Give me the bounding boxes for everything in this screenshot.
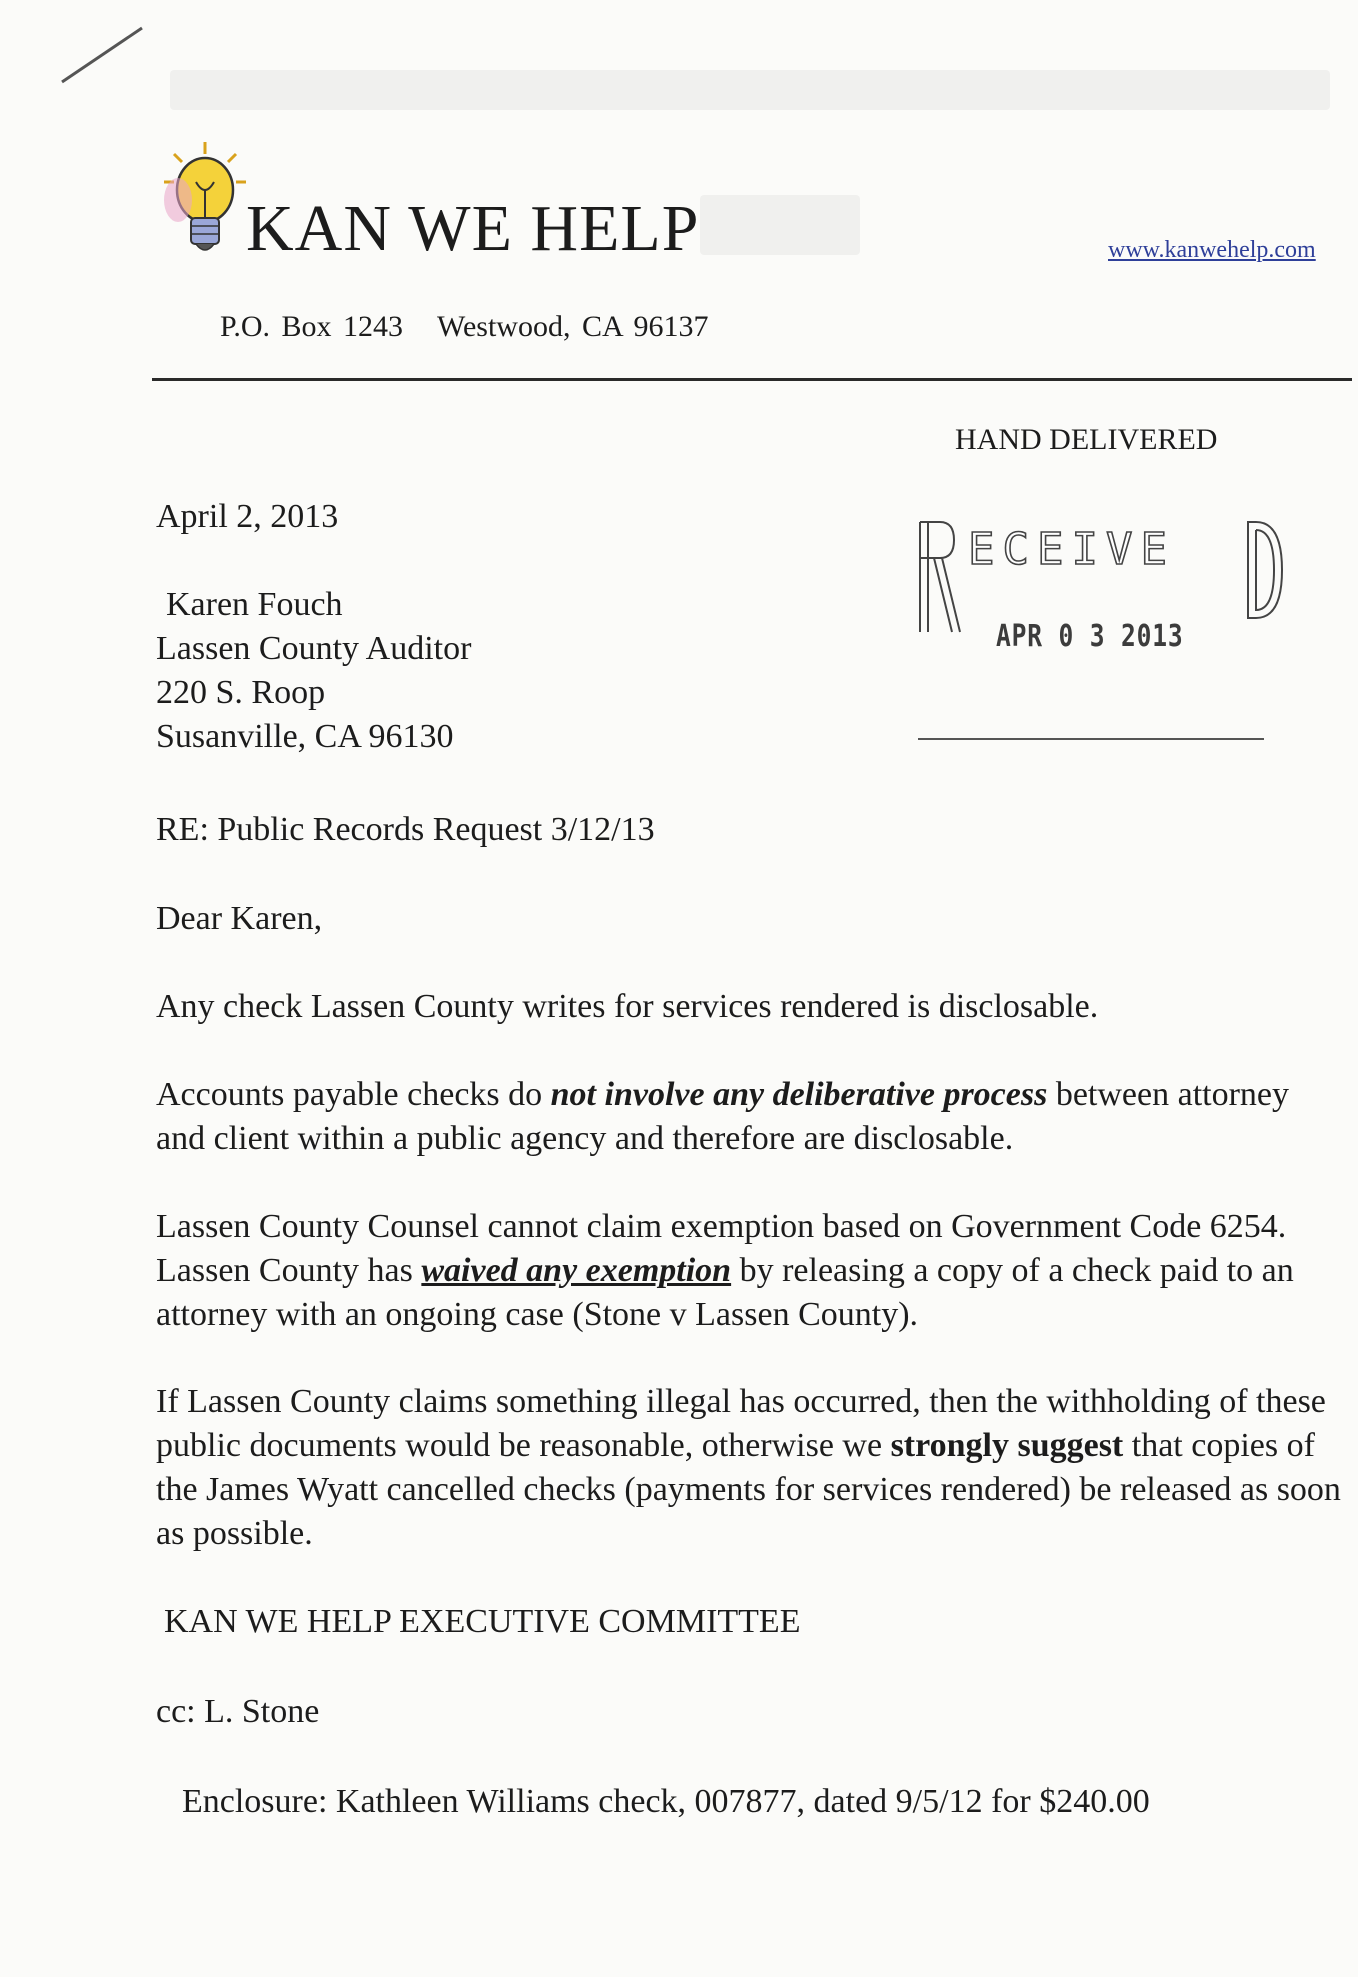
recipient-title: Lassen County Auditor — [156, 630, 472, 667]
paragraph-text: Accounts payable checks do — [156, 1076, 551, 1113]
lightbulb-logo-icon — [160, 140, 250, 260]
recipient-name: Karen Fouch — [166, 586, 343, 623]
organization-name: KAN WE HELP — [246, 192, 700, 265]
city-state-zip: Westwood, CA 96137 — [437, 310, 709, 343]
delivery-note: HAND DELIVERED — [955, 423, 1218, 456]
paragraph-text: by releasing a copy of a check paid to an attorney with an ongoing case (Stone v Lassen County). — [156, 1252, 1294, 1333]
po-box: P.O. Box 1243 — [220, 310, 404, 343]
svg-text:ECEIVE: ECEIVE — [968, 524, 1175, 575]
salutation: Dear Karen, — [156, 900, 323, 937]
bleed-through-shade — [170, 70, 1330, 110]
stamp-underline — [918, 738, 1264, 740]
letter-date: April 2, 2013 — [156, 498, 339, 535]
paragraph-text: If Lassen County claims something illegal has occurred, then the withholding of these public documents would be reasonable, otherwise we — [156, 1383, 1326, 1464]
body-paragraph-2 — [156, 1073, 1346, 1161]
cc-line: cc: L. Stone — [156, 1693, 320, 1730]
signature-line: KAN WE HELP EXECUTIVE COMMITTEE — [164, 1603, 801, 1640]
staple-mark — [58, 22, 148, 92]
header-divider — [152, 378, 1352, 381]
organization-address — [220, 310, 708, 344]
emphasis-text: not involve any deliberative process — [550, 1076, 1048, 1113]
body-paragraph-3 — [156, 1205, 1346, 1337]
paragraph-text: between attorney and client within a public agency and therefore are disclosable. — [156, 1076, 1289, 1157]
recipient-city: Susanville, CA 96130 — [156, 718, 454, 755]
body-paragraph-4 — [156, 1380, 1346, 1556]
emphasis-text: waived any exemption — [421, 1252, 732, 1289]
paragraph-text: Lassen County Counsel cannot claim exemption based on Government Code 6254. Lassen County has — [156, 1208, 1287, 1289]
bleed-through-shade — [700, 195, 860, 255]
website-link[interactable]: www.kanwehelp.com — [1108, 237, 1316, 263]
enclosure-line: Enclosure: Kathleen Williams check, 007877, dated 9/5/12 for $240.00 — [182, 1783, 1150, 1820]
stamp-date: APR 0 3 2013 — [996, 619, 1184, 654]
paragraph-text: that copies of the James Wyatt cancelled checks (payments for services rendered) be released as soon as possible. — [156, 1427, 1341, 1552]
body-paragraph-1 — [156, 985, 1346, 1029]
emphasis-text: strongly suggest — [890, 1427, 1124, 1464]
subject-line: RE: Public Records Request 3/12/13 — [156, 811, 655, 848]
recipient-street: 220 S. Roop — [156, 674, 326, 711]
paragraph-text: Any check Lassen County writes for services rendered is disclosable. — [156, 988, 1099, 1025]
